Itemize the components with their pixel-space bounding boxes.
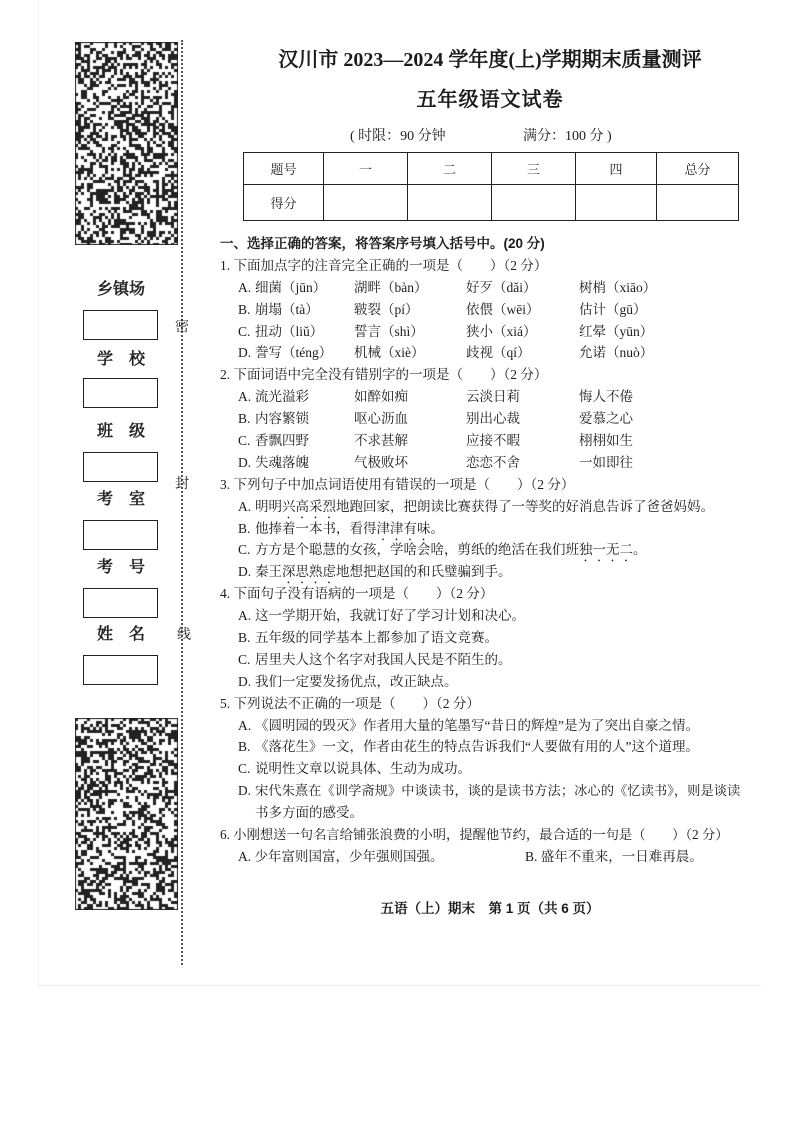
option-label: D. [238, 345, 252, 361]
option-item: 红晕（yūn） [579, 323, 654, 339]
option-label: C. [238, 761, 251, 777]
option-text-pre: 方方是个聪慧的女孩，学啥会啥，剪纸的绝活在我们班 [255, 542, 579, 558]
field-label-exam-room: 考 室 [96, 491, 145, 508]
dotted-word: 独一无二 [579, 542, 633, 558]
score-header-cell: 三 [492, 153, 576, 185]
option-item: 好歹（dǎi） [466, 279, 537, 295]
option-item: 香飘四野 [255, 433, 309, 449]
question-stem: 2. 下面词语中完全没有错别字的一项是（ ）（2 分） [220, 367, 548, 383]
seal-dotted-line [181, 40, 183, 965]
option-text [255, 518, 444, 540]
option-text [255, 561, 512, 583]
option-text: 居里夫人这个名字对我国人民是不陌生的。 [255, 651, 512, 667]
option-row [220, 758, 757, 780]
option-item: 扭动（liǔ） [255, 323, 324, 339]
score-header-cell: 四 [576, 153, 657, 185]
question-stem: 5. 下列说法不正确的一项是（ ）（2 分） [220, 695, 480, 711]
option-item: 允诺（nuò） [579, 345, 654, 361]
exam-title: 汉川市 2023—2024 学年度(上)学期期末质量测评 [278, 49, 702, 71]
option-row [220, 408, 757, 430]
score-cell [657, 185, 739, 221]
option-item: 失魂落魄 [255, 454, 309, 470]
score-table-score-row [244, 185, 739, 221]
option-label: C. [238, 651, 251, 667]
option-item: 爱慕之心 [579, 411, 633, 427]
dotted-word: 兴高采烈 [282, 498, 336, 514]
option-row [220, 277, 757, 299]
score-table [243, 152, 739, 221]
field-label-exam-number: 考 号 [96, 559, 145, 576]
full-marks: 满分：100 分 ) [523, 129, 612, 144]
option-text: 《圆明园的毁灭》作者用大量的笔墨写“昔日的辉煌”是为了突出自豪之情。 [255, 717, 699, 733]
seal-char-mi: 密 [175, 320, 189, 335]
score-header-cell: 一 [324, 153, 408, 185]
dotted-word: 津津有味 [376, 520, 431, 536]
option-continuation: 书多方面的感受。 [255, 805, 363, 821]
option-text: 这一学期开始，我就订好了学习计划和决心。 [255, 608, 525, 624]
option-item: 一如即往 [579, 454, 633, 470]
security-pattern-top [75, 42, 178, 245]
option-row [220, 671, 757, 693]
page-footer: 五语（上）期末 第 1 页（共 6 页） [380, 901, 600, 916]
dotted-word: 深思熟虑 [282, 564, 336, 580]
option-item: 应接不暇 [466, 433, 520, 449]
option-label: D. [238, 454, 252, 470]
option-text: 少年富则国富，少年强则国强。 [254, 848, 444, 864]
option-item: 云淡日莉 [466, 389, 520, 405]
option-row [220, 430, 757, 452]
option-item: 悔人不倦 [579, 389, 633, 405]
option-text: 盛年不重来，一日难再晨。 [540, 848, 703, 864]
option-item: 如醉如痴 [354, 389, 408, 405]
option-text-post: 地跑回家，把朗读比赛获得了一等奖的好消息告诉了爸爸妈妈。 [336, 498, 714, 514]
option-item: 机械（xiè） [354, 345, 425, 361]
option-label: B. [238, 520, 251, 536]
option-label: B. [525, 848, 538, 864]
question-stem: 3. 下列句子中加点词语使用有错误的一项是（ ）（2 分） [220, 476, 575, 492]
option-a [238, 849, 444, 864]
field-label-township: 乡镇场 [96, 281, 145, 298]
option-row [220, 627, 757, 649]
field-label-school: 学 校 [96, 351, 145, 368]
option-row [220, 780, 757, 802]
option-b [525, 846, 703, 868]
option-text-pre: 明明 [255, 498, 282, 514]
option-item: 湖畔（bàn） [354, 279, 428, 295]
field-box-township [83, 310, 158, 340]
option-item: 细菌（jūn） [255, 279, 327, 295]
option-text [255, 539, 647, 561]
option-row [220, 518, 757, 540]
option-label: A. [238, 717, 252, 733]
question-stem: 4. 下面句子没有语病的一项是（ ）（2 分） [220, 586, 494, 602]
score-row-label: 得分 [244, 185, 324, 221]
option-label: B. [238, 411, 251, 427]
question-stem: 6. 小刚想送一句名言给铺张浪费的小明，提醒他节约，最合适的一句是（ ）（2 分） [220, 827, 729, 843]
seal-char-xian: 线 [177, 628, 191, 643]
section-heading: 一、选择正确的答案，将答案序号填入括号中。(20 分) [220, 236, 545, 251]
field-box-exam-number [83, 588, 158, 618]
option-text-post: 。 [430, 520, 444, 536]
security-pattern-bottom [75, 718, 178, 910]
time-limit: ( 时限：90 分钟 [350, 129, 446, 144]
option-item: 崩塌（tà） [255, 301, 319, 317]
exam-subtitle: 五年级语文试卷 [416, 89, 564, 111]
option-label: C. [238, 542, 251, 558]
score-cell [492, 185, 576, 221]
option-text: 说明性文章以说具体、生动为成功。 [255, 761, 471, 777]
option-row [220, 715, 757, 737]
seal-char-feng: 封 [175, 477, 189, 492]
field-label-name: 姓 名 [96, 626, 145, 643]
option-row [220, 561, 757, 583]
score-header-cell: 题号 [244, 153, 324, 185]
option-label: C. [238, 323, 251, 339]
option-row [220, 846, 757, 868]
option-item: 气极败坏 [354, 454, 408, 470]
option-item: 流光溢彩 [255, 389, 309, 405]
option-row [220, 649, 757, 671]
option-row [220, 321, 757, 343]
field-box-exam-room [83, 520, 158, 550]
option-text: 《落花生》一文，作者由花生的特点告诉我们“人要做有用的人”这个道理。 [255, 739, 699, 755]
option-row [220, 539, 757, 561]
option-row [220, 386, 757, 408]
option-item: 恋恋不舍 [466, 454, 520, 470]
score-cell [408, 185, 492, 221]
option-item: 树梢（xiāo） [579, 279, 657, 295]
section-1 [220, 233, 757, 868]
option-item: 栩栩如生 [579, 433, 633, 449]
option-item: 狭小（xiá） [466, 323, 537, 339]
field-box-class [83, 452, 158, 482]
option-row [220, 342, 757, 364]
question-stem: 1. 下面加点字的注音完全正确的一项是（ ）（2 分） [220, 257, 548, 273]
option-row [220, 605, 757, 627]
score-cell [576, 185, 657, 221]
option-row [220, 299, 757, 321]
option-item: 估计（gū） [579, 301, 647, 317]
option-item: 内容繁锁 [255, 411, 309, 427]
option-label: B. [238, 301, 251, 317]
option-text: 五年级的同学基本上都参加了语文竞赛。 [255, 630, 498, 646]
score-header-cell: 总分 [657, 153, 739, 185]
option-text-post: 。 [633, 542, 647, 558]
option-item: 誓言（shì） [354, 323, 424, 339]
option-label: C. [238, 433, 251, 449]
field-box-school [83, 378, 158, 408]
score-header-cell: 二 [408, 153, 492, 185]
option-item: 皲裂（pí） [354, 301, 419, 317]
option-text-post: 地想把赵国的和氏璧骗到手。 [336, 564, 512, 580]
option-label: D. [238, 564, 252, 580]
score-cell [324, 185, 408, 221]
option-item: 不求甚解 [354, 433, 408, 449]
option-label: B. [238, 630, 251, 646]
option-item: 别出心裁 [466, 411, 520, 427]
option-text-pre: 秦王 [255, 564, 282, 580]
option-text-pre: 他捧着一本书，看得 [255, 520, 377, 536]
option-label: A. [238, 848, 252, 864]
option-label: A. [238, 279, 252, 295]
option-label: A. [238, 498, 252, 514]
field-label-class: 班 级 [96, 423, 145, 440]
option-label: A. [238, 608, 252, 624]
option-label: A. [238, 389, 252, 405]
field-box-name [83, 655, 158, 685]
option-label: B. [238, 739, 251, 755]
option-row [220, 736, 757, 758]
option-text: 我们一定要发扬优点，改正缺点。 [255, 673, 458, 689]
option-item: 呕心沥血 [354, 411, 408, 427]
option-row [220, 452, 757, 474]
option-item: 依偎（wēi） [466, 301, 540, 317]
option-label: D. [238, 673, 252, 689]
option-item: 誊写（téng） [255, 345, 333, 361]
option-label: D. [238, 783, 251, 799]
option-text: 宋代朱熹在《训学斋规》中谈读书，谈的是读书方法；冰心的《忆读书》，则是谈读 [255, 783, 741, 799]
option-row [220, 496, 757, 518]
option-item: 歧视（qí） [466, 345, 531, 361]
option-text [255, 496, 714, 518]
score-table-header-row [244, 153, 739, 185]
